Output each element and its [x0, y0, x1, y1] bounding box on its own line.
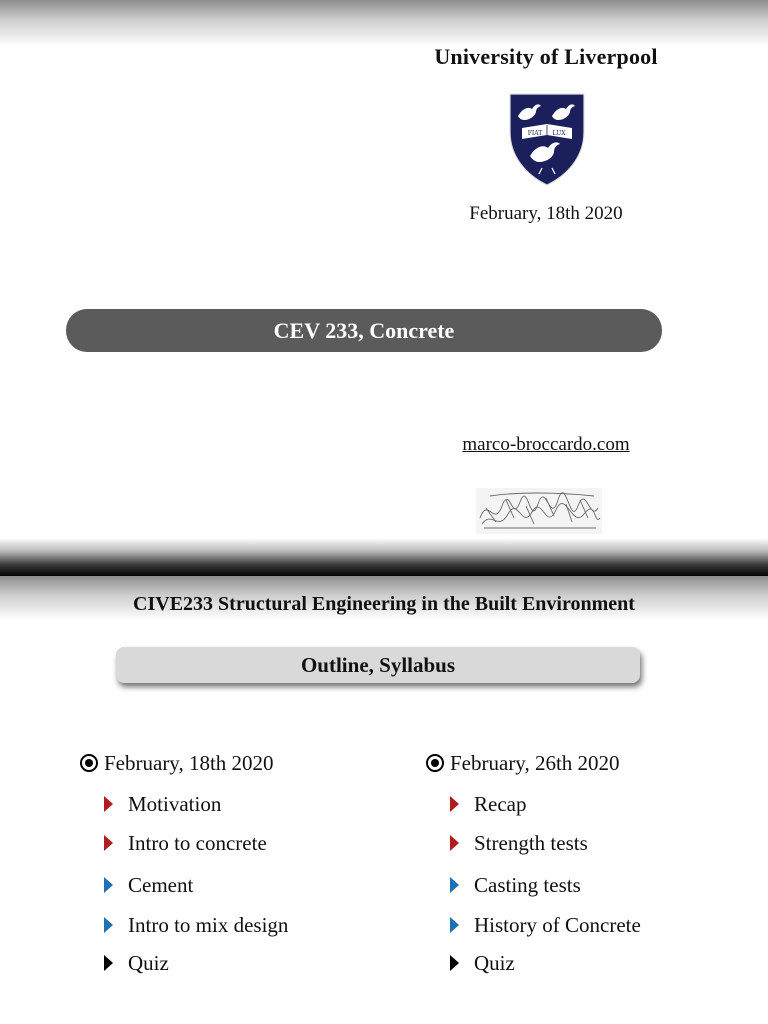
topic-label: Intro to concrete	[128, 830, 267, 855]
topic-label: Motivation	[128, 791, 222, 816]
topic-list	[426, 789, 641, 978]
website-link[interactable]: marco-broccardo.com	[462, 434, 630, 455]
topic-label: History of Concrete	[474, 912, 641, 937]
column-date: February, 26th 2020	[450, 750, 620, 775]
section-heading: Outline, Syllabus	[300, 652, 456, 677]
outline-slide	[0, 576, 768, 1024]
syllabus-column-1	[80, 748, 288, 978]
triangle-right-icon	[450, 917, 459, 933]
topic-label: Quiz	[474, 950, 515, 975]
column-date-header	[426, 748, 641, 778]
list-item	[450, 828, 641, 858]
syllabus-column-2	[426, 748, 641, 978]
triangle-right-icon	[450, 835, 459, 851]
column-date: February, 18th 2020	[104, 750, 274, 775]
list-item	[104, 910, 288, 940]
course-title: CIVE233 Structural Engineering in the Built Environment	[133, 593, 635, 615]
topic-label: Casting tests	[474, 872, 581, 897]
list-item	[450, 870, 641, 900]
crest-motto-left: FIAT	[527, 130, 543, 137]
list-item	[104, 870, 288, 900]
triangle-right-icon	[104, 955, 113, 971]
triangle-right-icon	[450, 955, 459, 971]
topic-list	[80, 789, 288, 978]
university-name: University of Liverpool	[434, 44, 658, 69]
triangle-right-icon	[104, 877, 113, 893]
list-item	[104, 948, 288, 978]
university-crest-logo	[508, 92, 586, 186]
list-item	[450, 910, 641, 940]
list-item	[104, 828, 288, 858]
section-heading-bar	[116, 647, 640, 683]
signature-image	[476, 488, 602, 534]
triangle-right-icon	[104, 796, 113, 812]
bottom-gradient-band	[0, 538, 768, 576]
triangle-right-icon	[450, 796, 459, 812]
topic-label: Strength tests	[474, 830, 588, 855]
slide-title-bar	[66, 309, 662, 352]
presentation-date: February, 18th 2020	[469, 203, 623, 224]
triangle-right-icon	[104, 917, 113, 933]
column-date-header	[80, 748, 288, 778]
topic-label: Recap	[474, 791, 527, 816]
radio-dot-icon	[426, 754, 444, 772]
radio-dot-icon	[80, 754, 98, 772]
topic-label: Cement	[128, 872, 194, 897]
top-gradient-band	[0, 0, 768, 46]
crest-motto-right: LUX	[552, 130, 566, 137]
topic-label: Intro to mix design	[128, 912, 289, 937]
list-item	[450, 789, 641, 819]
topic-label: Quiz	[128, 950, 169, 975]
triangle-right-icon	[450, 877, 459, 893]
list-item	[450, 948, 641, 978]
slide-title: CEV 233, Concrete	[273, 317, 455, 343]
list-item	[104, 789, 288, 819]
triangle-right-icon	[104, 835, 113, 851]
